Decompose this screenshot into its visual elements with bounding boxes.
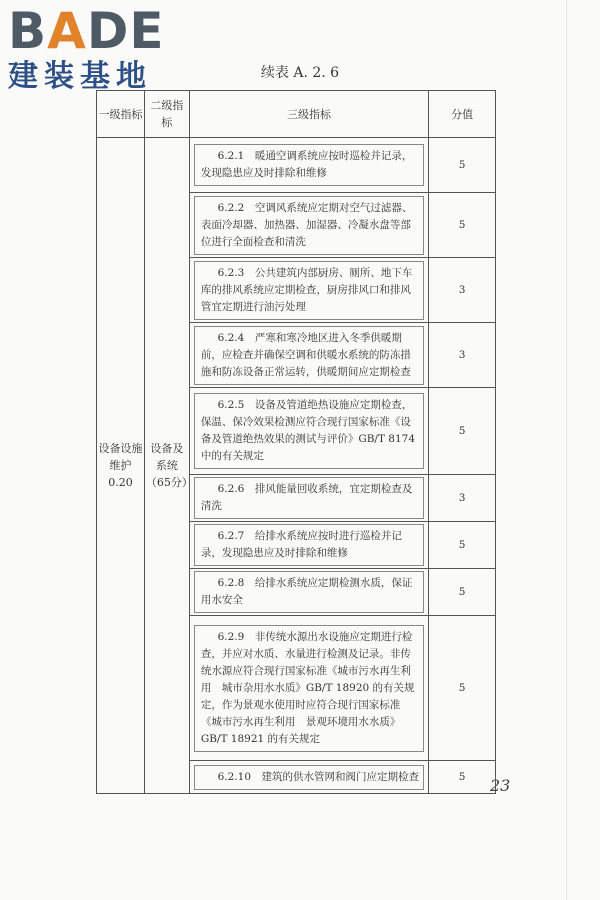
- level3-text: 6.2.9 非传统水源出水设施应定期进行检查，并应对水质、水量进行检测及记录。非传统水源应符合现行国家标准《城市污水再生利用 城市杂用水水质》GB/T 18920 的有关规定，作为景观水使用时应符合现行国家标准《城市污水再生利用 景观环境用水水质》GB/T 18921 的有关规定: [194, 625, 424, 752]
- header-level2: 二级指标: [144, 91, 189, 138]
- header-level3: 三级指标: [189, 91, 428, 138]
- table-caption: 续表 A. 2. 6: [260, 65, 340, 81]
- score-cell: 5: [429, 616, 496, 761]
- score-cell: 5: [429, 388, 496, 475]
- table-row: [97, 138, 496, 193]
- level3-text: 6.2.6 排风能量回收系统，宜定期检查及清洗: [194, 477, 424, 519]
- level3-text: 6.2.8 给排水系统应定期检测水质，保证用水安全: [194, 571, 424, 613]
- score-cell: 5: [429, 138, 496, 193]
- level3-text: 6.2.1 暖通空调系统应按时巡检并记录，发现隐患应及时排除和维修: [194, 144, 424, 186]
- indicator-table: [96, 90, 496, 794]
- level3-text: 6.2.3 公共建筑内部厨房、厕所、地下车库的排风系统应定期检查，厨房排风口和排风管宜定期进行油污处理: [194, 261, 424, 320]
- page-number: 23: [490, 776, 511, 795]
- brand-accent-letter: A: [47, 2, 87, 60]
- score-cell: 5: [429, 522, 496, 569]
- score-cell: 3: [429, 475, 496, 522]
- level3-text: 6.2.7 给排水系统应按时进行巡检并记录，发现隐患应及时排除和维修: [194, 524, 424, 566]
- header-level1: 一级指标: [97, 91, 145, 138]
- level2-cell: 设备及系统（65分）: [144, 138, 189, 794]
- level3-text: 6.2.10 建筑的供水管网和阀门应定期检查: [194, 765, 424, 790]
- score-cell: 5: [429, 569, 496, 616]
- score-cell: 5: [429, 761, 496, 794]
- score-cell: 3: [429, 258, 496, 323]
- header-score: 分值: [429, 91, 496, 138]
- brand-main-text: BADE: [8, 2, 165, 60]
- score-cell: 5: [429, 193, 496, 258]
- brand-wordmark: [8, 4, 178, 58]
- brand-sub-text: 建装基地: [8, 59, 152, 94]
- level3-text: 6.2.5 设备及管道绝热设施应定期检查，保温、保冷效果检测应符合现行国家标准《设备及管道绝热效果的测试与评价》GB/T 8174 中的有关规定: [194, 393, 424, 469]
- level3-text: 6.2.4 严寒和寒冷地区进入冬季供暖期前，应检查并确保空调和供暖水系统的防冻措施和防冻设备正常运转，供暖期间应定期检查: [194, 326, 424, 385]
- page-edge-divider: [566, 0, 567, 900]
- level1-cell: 设备设施维护 0.20: [97, 138, 145, 794]
- score-cell: 3: [429, 323, 496, 388]
- level3-text: 6.2.2 空调风系统应定期对空气过滤器、表面冷却器、加热器、加湿器、冷凝水盘等部位进行全面检查和清洗: [194, 196, 424, 255]
- table-header-row: [97, 91, 496, 138]
